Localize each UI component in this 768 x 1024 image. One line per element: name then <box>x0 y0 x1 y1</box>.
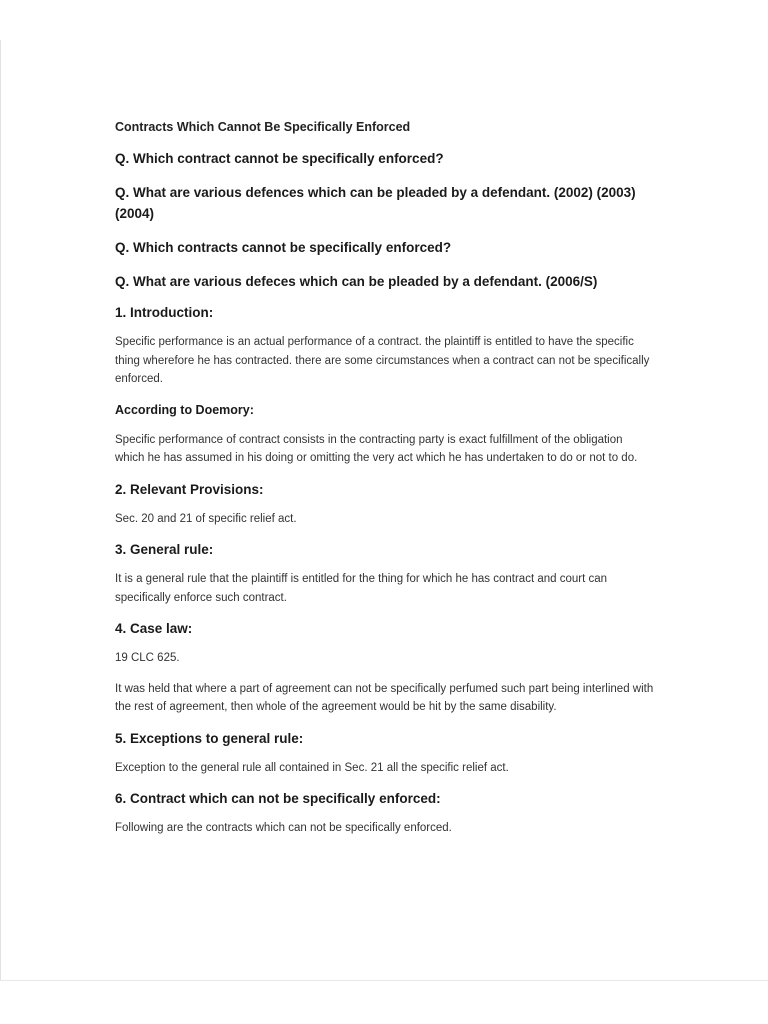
question-4: Q. What are various defeces which can be pleaded by a defendant. (2006/S) <box>115 274 598 289</box>
question-3: Q. Which contracts cannot be specifically enforced? <box>115 240 452 255</box>
page-border-bottom <box>0 980 768 981</box>
section-heading-general-rule: 3. General rule: <box>115 542 214 557</box>
subheading-according-to-doemory: According to Doemory: <box>115 402 254 417</box>
paragraph-general-rule: It is a general rule that the plaintiff is entitled for the thing for which he has contract and court can specifically enforce such contract. <box>115 573 608 604</box>
section-heading-case-law: 4. Case law: <box>115 621 193 636</box>
paragraph-contracts-not-enforced: Following are the contracts which can not be specifically enforced. <box>115 822 452 834</box>
question-1: Q. Which contract cannot be specifically enforced? <box>115 151 444 166</box>
document-title: Contracts Which Cannot Be Specifically Enforced <box>115 120 411 134</box>
question-2: Q. What are various defences which can be pleaded by a defendant. (2002) (2003) (2004) <box>115 185 636 221</box>
paragraph-case-law: It was held that where a part of agreement can not be specifically perfumed such part being interlined with the rest of agreement, then whole of the agreement would be hit by the same disability. <box>115 682 654 713</box>
paragraph-doemory: Specific performance of contract consists in the contracting party is exact fulfillment of the obligation which he has assumed in his doing or omitting the very act which he has undertaken to do or not to do. <box>115 433 638 464</box>
page-border-left <box>0 40 1 980</box>
section-heading-contracts-not-enforced: 6. Contract which can not be specifically enforced: <box>115 791 441 806</box>
case-law-citation: 19 CLC 625. <box>115 652 180 664</box>
section-heading-relevant-provisions: 2. Relevant Provisions: <box>115 481 264 497</box>
section-heading-introduction: 1. Introduction: <box>115 305 214 320</box>
paragraph-introduction: Specific performance is an actual performance of a contract. the plaintiff is entitled to have the specific thing wherefore he has contracted. there are some circumstances when a contract can not be specifically enforced. <box>115 336 650 385</box>
document-content <box>115 120 655 850</box>
paragraph-exceptions: Exception to the general rule all contained in Sec. 21 all the specific relief act. <box>115 761 509 774</box>
paragraph-relevant-provisions: Sec. 20 and 21 of specific relief act. <box>115 512 297 525</box>
section-heading-exceptions: 5. Exceptions to general rule: <box>115 730 304 746</box>
